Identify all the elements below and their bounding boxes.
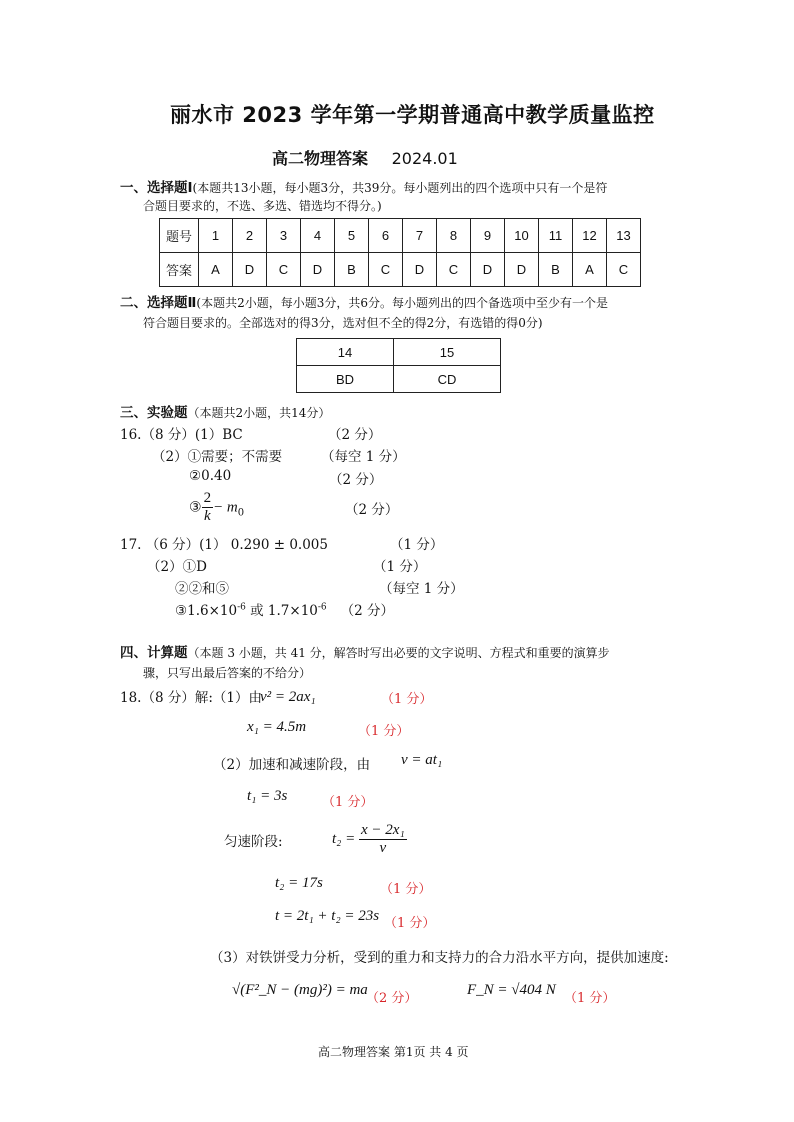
q18-eq5-lhs: t₂ =: [332, 831, 356, 847]
table-cell-number: 7: [403, 219, 437, 253]
answer-table-1: [159, 218, 641, 287]
table-cell-answer: D: [505, 253, 539, 287]
q16-line4-prefix: ③: [189, 499, 202, 516]
q18-eq8-score: （2 分）: [366, 991, 418, 1006]
q17-line1: 17. （6 分）(1） 0.290 ± 0.005: [120, 537, 328, 553]
table-cell-answer: C: [437, 253, 471, 287]
q16-line4-rest: − m: [213, 499, 238, 516]
section1-desc2: 合题目要求的，不选、多选、错选均不得分。): [143, 199, 382, 213]
table-cell-number: 2: [233, 219, 267, 253]
table-cell-number: 12: [573, 219, 607, 253]
q18-eq5: [332, 822, 407, 857]
page-subtitle: [272, 146, 458, 169]
section2-desc2: 符合题目要求的。全部选对的得3分，选对但不全的得2分，有选错的得0分): [143, 316, 543, 330]
q18-line1: 18.（8 分）解:（1）由: [120, 690, 262, 706]
q17-line3-score: （每空 1 分）: [379, 581, 464, 597]
q18-eq9: F_N = √404 N: [467, 982, 556, 998]
fraction: [202, 490, 214, 525]
q16-line4-score: （2 分）: [345, 502, 399, 518]
q17-line4-exp2: -6: [317, 602, 327, 613]
page-footer: 高二物理答案 第1页 共 4 页: [318, 1045, 469, 1059]
table-cell-number: 11: [539, 219, 573, 253]
table-row-answers: [297, 366, 501, 393]
fraction: [359, 822, 407, 857]
table-cell-answer: B: [539, 253, 573, 287]
q18-eq4: t₁ = 3s: [247, 788, 288, 804]
table-cell-answer: D: [301, 253, 335, 287]
table-cell-number: 3: [267, 219, 301, 253]
q18-eq8: √(F²_N − (mg)²) = ma: [232, 982, 368, 998]
table-row-numbers: [160, 219, 641, 253]
q17-line3: ②②和⑤: [175, 581, 229, 597]
table-cell-number: 1: [199, 219, 233, 253]
q18-eq1-score: （1 分）: [381, 692, 433, 707]
table-cell-answer: C: [369, 253, 403, 287]
q16-line2: （2）①需要；不需要: [152, 449, 283, 465]
table-cell-answer: D: [233, 253, 267, 287]
table-row-numbers: [297, 339, 501, 366]
table-cell-number: 9: [471, 219, 505, 253]
table-cell-answer: C: [607, 253, 641, 287]
exam-date: 2024.01: [391, 149, 458, 168]
section4-desc1: （本题 3 小题，共 41 分，解答时写出必要的文字说明、方程式和重要的演算步: [187, 646, 610, 660]
table-cell-answer: BD: [297, 366, 394, 393]
fraction-denominator: v: [379, 840, 387, 856]
q17-line4-b: 或 1.7×10: [245, 603, 318, 619]
table-cell-number: 15: [394, 339, 501, 366]
q17-line1-score: （1 分）: [390, 537, 444, 553]
section3-desc: （本题共2小题，共14分）: [187, 406, 331, 420]
q16-line4-sub: 0: [237, 507, 245, 519]
q18-eq9-score: （1 分）: [564, 991, 616, 1006]
section4-heading-line: [120, 641, 610, 661]
q17-line4-a: ③1.6×10: [175, 603, 238, 619]
table-cell-number: 13: [607, 219, 641, 253]
table-cell-number: 5: [335, 219, 369, 253]
answer-table-2: [296, 338, 501, 393]
section3-heading: 三、实验题: [120, 405, 188, 421]
table-row-answers: [160, 253, 641, 287]
table-cell-answer: CD: [394, 366, 501, 393]
section2-heading: 二、选择题Ⅱ: [120, 295, 197, 311]
q18-eq4-score: （1 分）: [322, 795, 374, 810]
q17-line4-score: （2 分）: [340, 603, 395, 619]
q18-eq2-score: （1 分）: [358, 724, 410, 739]
section2-heading-line: [120, 291, 608, 311]
q18-eq7-score: （1 分）: [384, 916, 436, 931]
subtitle-text: 高二物理答案: [272, 149, 369, 168]
q17-line2: （2）①D: [147, 559, 207, 575]
table-cell-number: 10: [505, 219, 539, 253]
table-cell-answer: D: [471, 253, 505, 287]
table-cell-answer: B: [335, 253, 369, 287]
table-cell-answer: D: [403, 253, 437, 287]
q18-line5: 匀速阶段:: [224, 834, 283, 850]
q18-eq7: t = 2t₁ + t₂ = 23s: [275, 908, 380, 924]
section4-heading: 四、计算题: [120, 645, 188, 661]
section2-desc1: (本题共2小题，每小题3分，共6分。每小题列出的四个备选项中至少有一个是: [196, 296, 608, 310]
table-cell-answer: C: [267, 253, 301, 287]
table-cell-number: 4: [301, 219, 335, 253]
row-label-answer: 答案: [160, 253, 199, 287]
q16-line4: [189, 490, 244, 525]
q16-line2-score: （每空 1 分）: [321, 449, 406, 465]
q18-line3: （2）加速和减速阶段，由: [213, 757, 371, 773]
section1-desc1: (本题共13小题，每小题3分，共39分。每小题列出的四个选项中只有一个是符: [192, 181, 608, 195]
table-cell-number: 14: [297, 339, 394, 366]
q16-line3-score: （2 分）: [329, 472, 383, 488]
q18-line8: （3）对铁饼受力分析，受到的重力和支持力的合力沿水平方向，提供加速度:: [210, 950, 669, 966]
q16-line1-score: （2 分）: [328, 427, 382, 443]
q16-line3: ②0.40: [189, 468, 232, 484]
fraction-numerator: x − 2x₁: [361, 822, 405, 838]
q18-eq1: v² = 2ax₁: [260, 689, 316, 705]
section3-heading-line: [120, 401, 330, 421]
q18-eq3: v = at₁: [401, 752, 443, 768]
q18-eq6: t₂ = 17s: [275, 875, 323, 891]
table-cell-answer: A: [199, 253, 233, 287]
section1-heading-line: [120, 176, 607, 196]
fraction-numerator: 2: [203, 490, 212, 506]
q17-line4: [175, 599, 394, 619]
fraction-denominator: k: [203, 508, 211, 524]
table-cell-number: 6: [369, 219, 403, 253]
q17-line2-score: （1 分）: [373, 559, 427, 575]
q18-eq6-score: （1 分）: [380, 882, 432, 897]
table-cell-number: 8: [437, 219, 471, 253]
q18-eq2: x₁ = 4.5m: [247, 719, 307, 735]
section1-heading: 一、选择题Ⅰ: [120, 180, 193, 196]
table-cell-answer: A: [573, 253, 607, 287]
row-label-number: 题号: [160, 219, 199, 253]
q16-line1: 16.（8 分）(1）BC: [120, 427, 243, 443]
section4-desc2: 骤，只写出最后答案的不给分）: [143, 666, 312, 680]
q17-line4-exp1: -6: [237, 602, 246, 613]
page-title: 丽水市 2023 学年第一学期普通高中教学质量监控: [170, 103, 655, 127]
